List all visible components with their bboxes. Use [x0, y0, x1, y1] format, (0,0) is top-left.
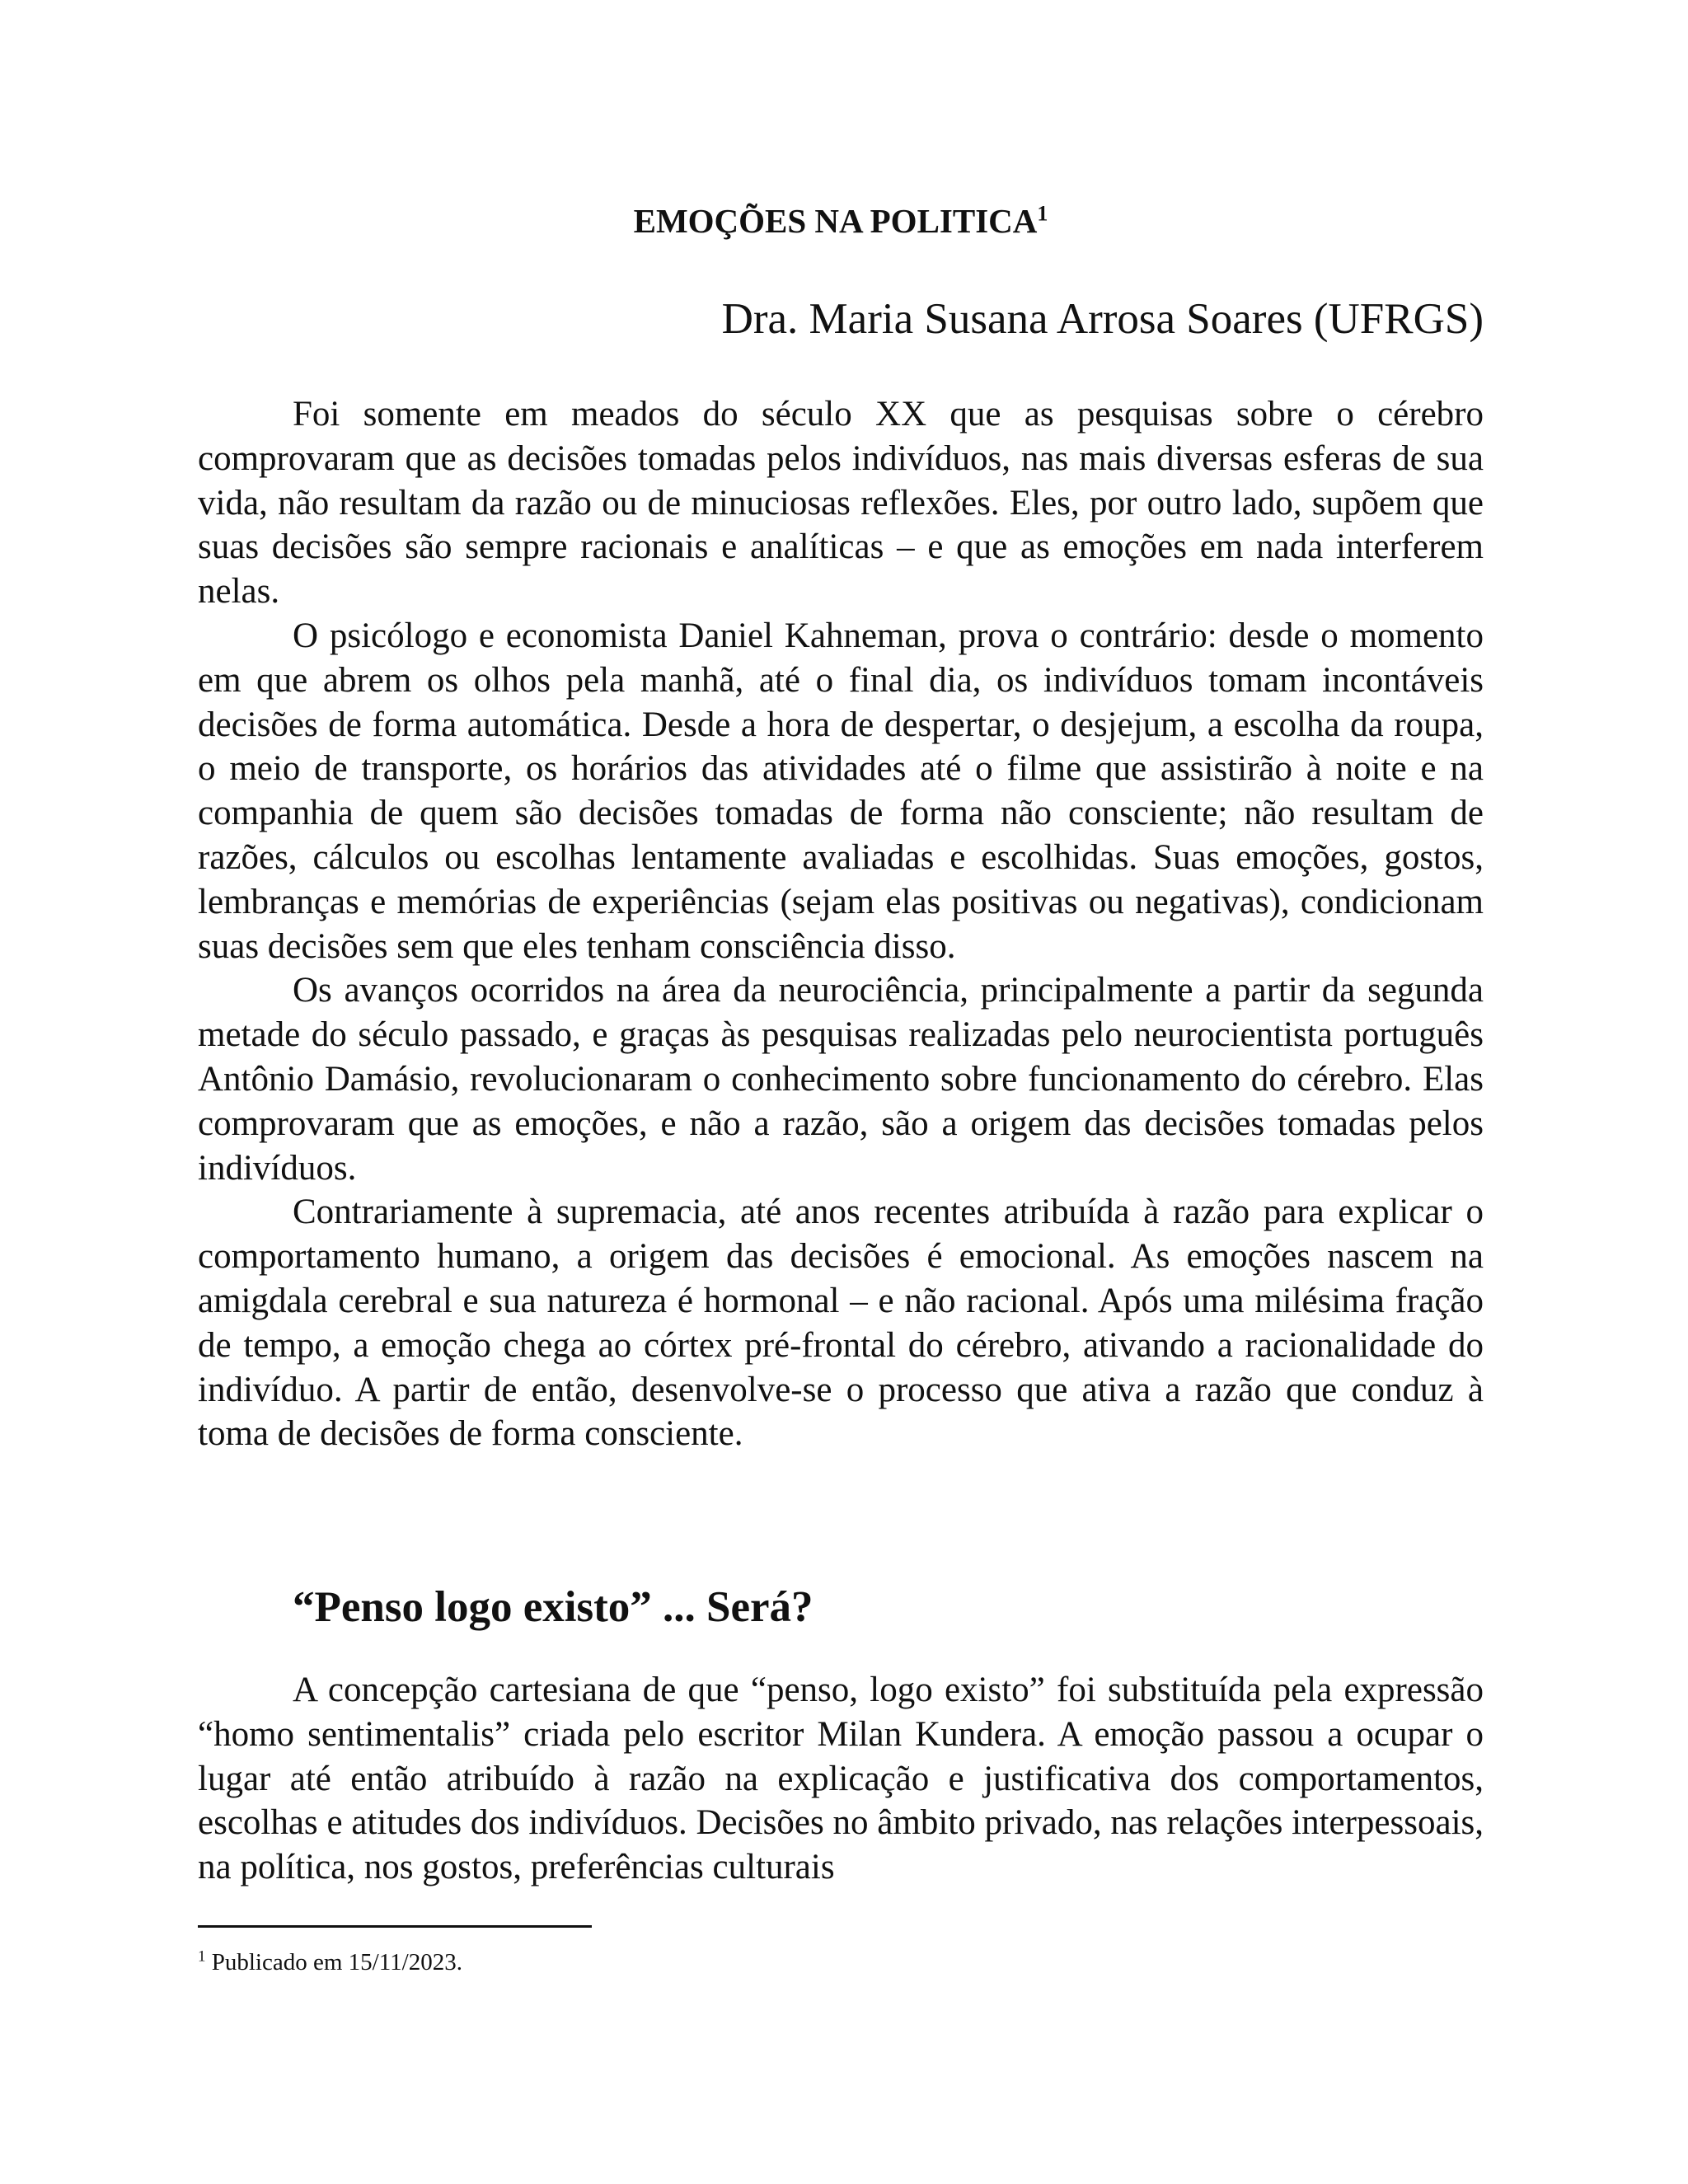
document-author: Dra. Maria Susana Arrosa Soares (UFRGS) — [721, 295, 1484, 343]
document-title-text: EMOÇÕES NA POLITICA — [633, 202, 1038, 240]
body-paragraph: Os avanços ocorridos na área da neurociência, principalmente a partir da segunda metade do século passado, e graças às pesquisas realizadas pelo neurocientista português Antônio Damásio, revolucionaram o conhecimento sobre funcionamento do cérebro. Elas comprovaram que as emoções, e não a razão, são a origem das decisões tomadas pelos indivíduos. — [198, 971, 1484, 1188]
title-footnote-marker: 1 — [1037, 201, 1048, 226]
footnote-marker: 1 — [198, 1947, 206, 1966]
section-text-block — [198, 1668, 1484, 1890]
section-paragraph: A concepção cartesiana de que “penso, logo existo” foi substituída pela expressão “homo sentimentalis” criada pelo escritor Milan Kundera. A emoção passou a ocupar o lugar até então atribuído à razão na explicação e justificativa dos comportamentos, escolhas e atitudes dos indivíduos. Decisões no âmbito privado, nas relações interpessoais, na política, nos gostos, preferências culturais — [198, 1671, 1484, 1887]
body-paragraph: O psicólogo e economista Daniel Kahneman, prova o contrário: desde o momento em que abrem os olhos pela manhã, até o final dia, os indivíduos tomam incontáveis decisões de forma automática. Desde a hora de despertar, o desjejum, a escolha da roupa, o meio de transporte, os horários das atividades até o filme que assistirão à noite e na companhia de quem são decisões tomadas de forma não consciente; não resultam de razões, cálculos ou escolhas lentamente avaliadas e escolhidas. Suas emoções, gostos, lembranças e memórias de experiências (sejam elas positivas ou negativas), condicionam suas decisões sem que eles tenham consciência disso. — [198, 616, 1484, 966]
footnote-divider — [198, 1925, 592, 1928]
body-text-block — [198, 392, 1484, 1456]
section-heading: “Penso logo existo” ... Será? — [293, 1583, 814, 1631]
body-paragraph: Foi somente em meados do século XX que as pesquisas sobre o cérebro comprovaram que as decisões tomadas pelos indivíduos, nas mais diversas esferas de sua vida, não resultam da razão ou de minuciosas reflexões. Eles, por outro lado, supõem que suas decisões são sempre racionais e analíticas – e que as emoções em nada interferem nelas. — [198, 395, 1484, 612]
footnote-text: Publicado em 15/11/2023. — [205, 1949, 462, 1975]
document-title — [198, 198, 1484, 244]
body-paragraph: Contrariamente à supremacia, até anos recentes atribuída à razão para explicar o comportamento humano, a origem das decisões é emocional. As emoções nascem na amigdala cerebral e sua natureza é hormonal – e não racional. Após uma milésima fração de tempo, a emoção chega ao córtex pré-frontal do cérebro, ativando a racionalidade do indivíduo. A partir de então, desenvolve-se o processo que ativa a razão que conduz à toma de decisões de forma consciente. — [198, 1193, 1484, 1454]
footnote — [198, 1947, 462, 1978]
